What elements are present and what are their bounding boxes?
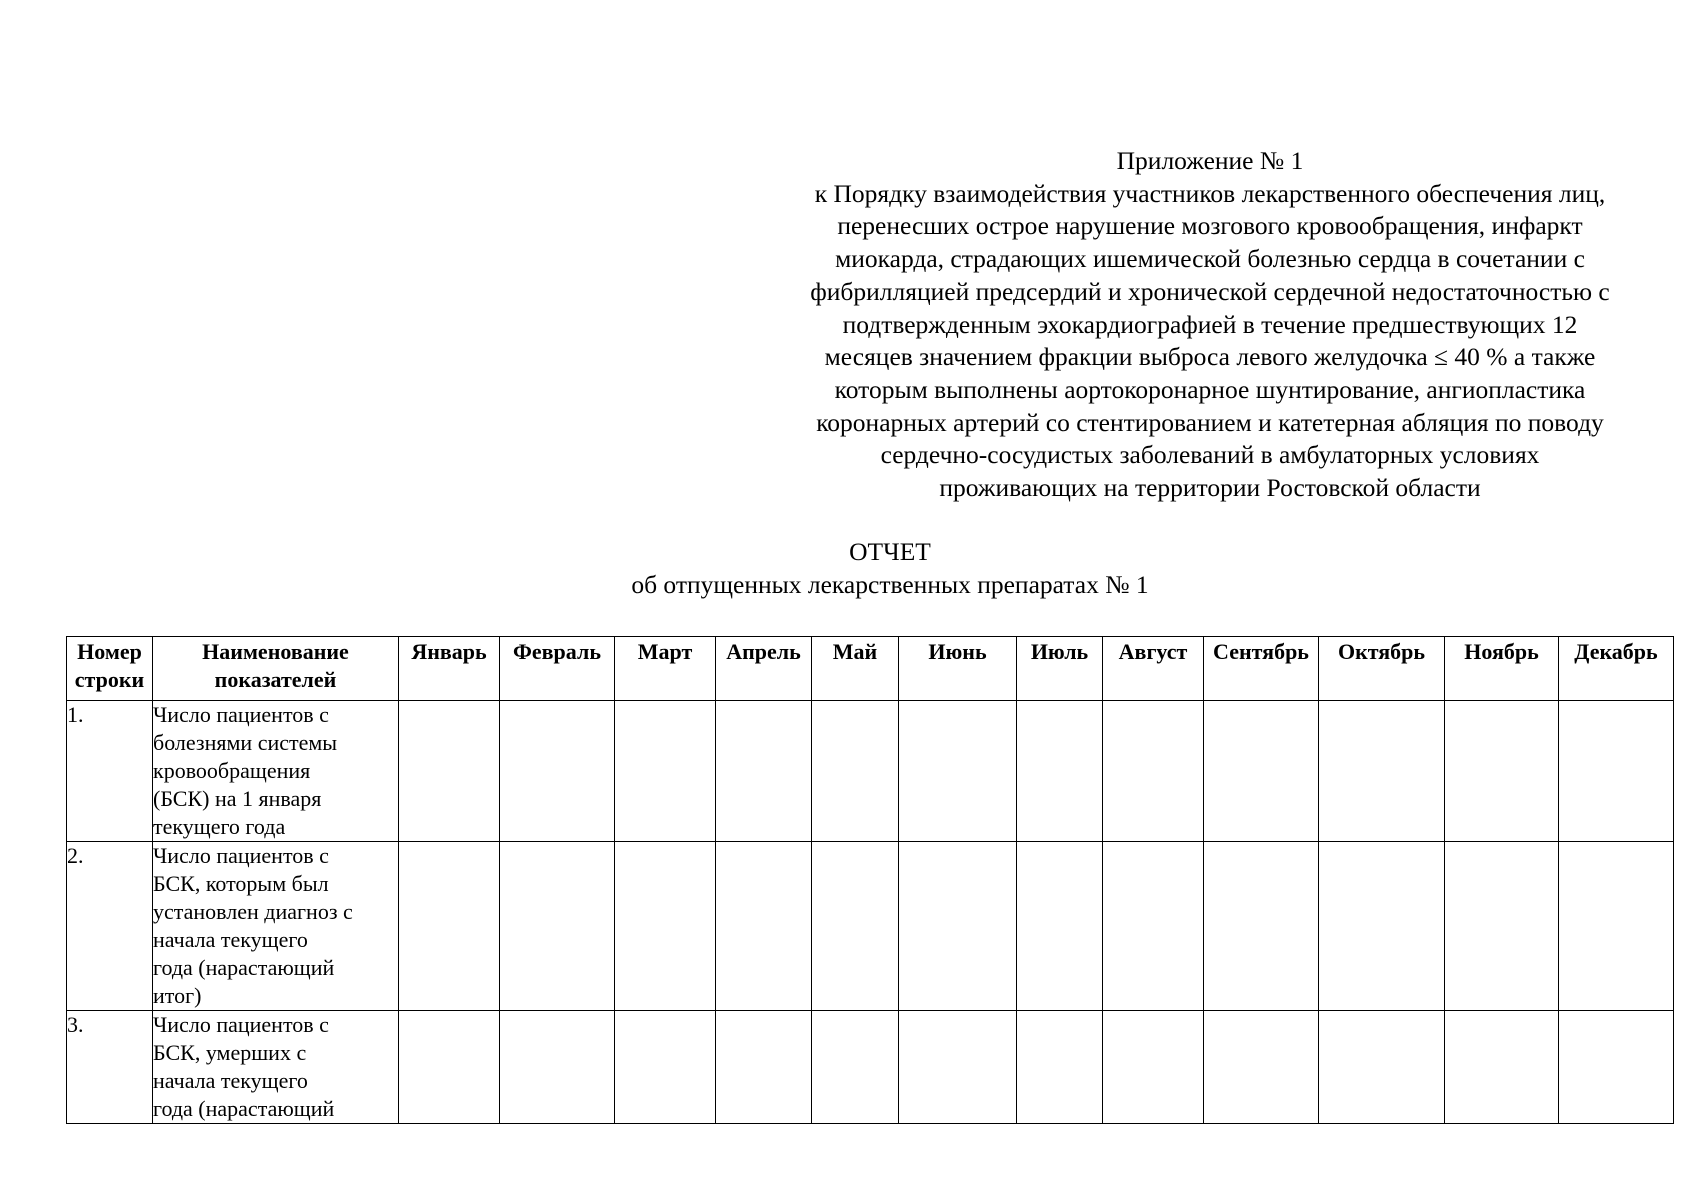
month-cell [399,1011,500,1124]
month-cell [716,701,812,842]
appendix-line: подтвержденным эхокардиографией в течение предшествующих 12 [842,309,1578,339]
appendix-line: фибрилляцией предсердий и хронической сердечной недостаточностью с [810,276,1610,306]
appendix-line: миокарда, страдающих ишемической болезнью сердца в сочетании с [835,244,1585,274]
month-cell [899,701,1017,842]
header-month: Май [812,637,899,701]
month-cell [1103,842,1204,1011]
indicator-line: начала текущего [153,1068,308,1093]
indicator-line: текущего года [153,814,286,839]
month-cell [1204,842,1319,1011]
row-indicator-name [153,842,399,1011]
indicator-line: (БСК) на 1 января [153,786,322,811]
month-cell [716,1011,812,1124]
row-indicator-name [153,1011,399,1124]
month-cell [899,842,1017,1011]
appendix-line: месяцев значением фракции выброса левого желудочка ≤ 40 % а также [824,342,1596,372]
month-cell [615,842,716,1011]
header-number-line: строки [74,667,145,692]
month-cell [500,701,615,842]
month-cell [1319,842,1445,1011]
header-month: Март [615,637,716,701]
indicator-line: Число пациентов с [153,702,329,727]
indicator-line: Число пациентов с [153,843,329,868]
month-cell [1445,701,1559,842]
month-cell [1103,1011,1204,1124]
month-cell [1319,1011,1445,1124]
header-name-line: показателей [214,667,337,692]
appendix-line: Приложение № 1 [1116,146,1304,175]
month-cell [1017,701,1103,842]
appendix-line: сердечно-сосудистых заболеваний в амбулаторных условиях [880,440,1540,470]
month-cell [1017,842,1103,1011]
month-cell [1445,842,1559,1011]
indicator-line: болезнями системы [153,730,338,755]
month-cell [1559,842,1674,1011]
month-cell [716,842,812,1011]
indicator-line: Число пациентов с [153,1012,329,1037]
indicator-line: года (нарастающий [153,955,335,980]
table-row [67,701,1674,842]
appendix-line: перенесших острое нарушение мозгового кровообращения, инфаркт [837,211,1583,241]
appendix-heading [750,145,1670,505]
header-number [67,637,153,701]
appendix-line: коронарных артерий со стентированием и катетерная абляция по поводу [816,407,1604,437]
header-month: Декабрь [1559,637,1674,701]
appendix-line: проживающих на территории Ростовской области [939,473,1481,503]
row-number: 2. [67,842,153,1011]
row-number: 3. [67,1011,153,1124]
month-cell [1559,1011,1674,1124]
month-cell [399,701,500,842]
month-cell [1204,1011,1319,1124]
header-month: Февраль [500,637,615,701]
appendix-line: которым выполнены аортокоронарное шунтирование, ангиопластика [834,374,1586,404]
month-cell [1103,701,1204,842]
month-cell [615,701,716,842]
indicator-line: начала текущего [153,927,308,952]
indicator-line: итог) [153,983,202,1008]
indicator-line: кровообращения [153,758,311,783]
report-title: ОТЧЕТ [849,537,931,566]
header-name [153,637,399,701]
month-cell [1559,701,1674,842]
month-cell [899,1011,1017,1124]
month-cell [812,701,899,842]
indicator-line: БСК, которым был [153,871,329,896]
header-month: Январь [399,637,500,701]
header-month: Сентябрь [1204,637,1319,701]
indicator-line: установлен диагноз с [153,899,353,924]
row-indicator-name [153,701,399,842]
month-cell [812,842,899,1011]
header-month: Ноябрь [1445,637,1559,701]
header-number-line: Номер [77,639,142,664]
indicator-line: БСК, умерших с [153,1040,307,1065]
table-row [67,842,1674,1011]
appendix-line: к Порядку взаимодействия участников лекарственного обеспечения лиц, [814,178,1606,208]
month-cell [1319,701,1445,842]
month-cell [1017,1011,1103,1124]
indicator-line: года (нарастающий [153,1096,335,1121]
header-name-line: Наименование [202,639,349,664]
header-month: Июль [1017,637,1103,701]
header-month: Август [1103,637,1204,701]
header-month: Октябрь [1319,637,1445,701]
month-cell [500,842,615,1011]
row-number: 1. [67,701,153,842]
report-subtitle: об отпущенных лекарственных препаратах № 1 [631,570,1149,599]
month-cell [500,1011,615,1124]
header-row [67,637,1674,701]
table-row [67,1011,1674,1124]
month-cell [399,842,500,1011]
header-month: Июнь [899,637,1017,701]
month-cell [812,1011,899,1124]
month-cell [1204,701,1319,842]
report-table [66,636,1674,1124]
month-cell [1445,1011,1559,1124]
month-cell [615,1011,716,1124]
header-month: Апрель [716,637,812,701]
